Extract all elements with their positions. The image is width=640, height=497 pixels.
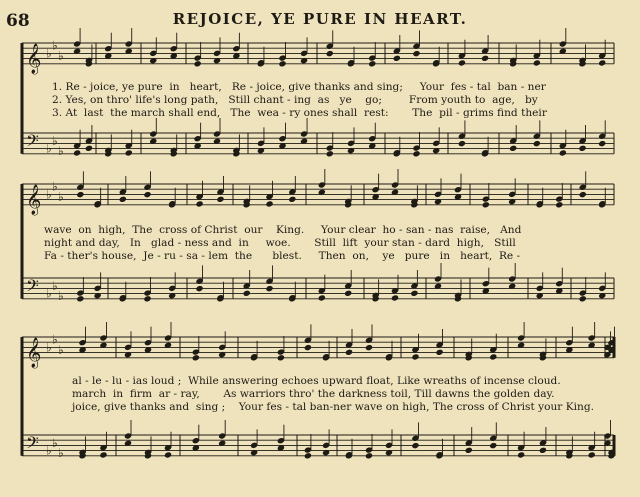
note-head bbox=[168, 292, 176, 299]
note-head bbox=[345, 349, 353, 356]
flat-icon: ♭ bbox=[58, 49, 64, 63]
note-head bbox=[539, 447, 547, 454]
note-head bbox=[555, 201, 563, 208]
flat-icon: ♭ bbox=[46, 286, 52, 301]
note-head bbox=[195, 285, 203, 292]
note-head bbox=[365, 344, 373, 351]
note-head bbox=[257, 147, 265, 154]
note-head bbox=[489, 353, 497, 360]
note-head bbox=[412, 150, 420, 157]
note-head bbox=[300, 57, 308, 64]
page-number: 68 bbox=[6, 11, 30, 31]
note-head bbox=[434, 198, 442, 205]
flat-icon: ♭ bbox=[58, 446, 64, 461]
flat-icon: ♭ bbox=[46, 443, 52, 458]
note-head bbox=[508, 198, 516, 205]
note-head bbox=[218, 351, 226, 358]
note-head bbox=[344, 290, 352, 297]
note-head bbox=[598, 292, 606, 299]
note-head bbox=[458, 140, 466, 147]
note-head bbox=[598, 59, 606, 66]
note-head bbox=[125, 149, 133, 156]
note-head bbox=[458, 59, 466, 66]
hymn-title: REJOICE, YE PURE IN HEART. bbox=[172, 10, 468, 28]
note-head bbox=[365, 452, 373, 459]
note-head bbox=[304, 452, 312, 459]
flat-icon: ♭ bbox=[52, 278, 58, 293]
note-head bbox=[588, 451, 596, 458]
treble-clef-icon: 𝄞 bbox=[26, 184, 42, 215]
bass-clef-icon: 𝄢 bbox=[26, 275, 39, 300]
treble-clef-icon: 𝄞 bbox=[26, 337, 42, 368]
note-head bbox=[278, 60, 286, 67]
note-head bbox=[195, 200, 203, 207]
note-head bbox=[192, 354, 200, 361]
note-head bbox=[149, 57, 157, 64]
note-head bbox=[509, 145, 517, 152]
note-head bbox=[536, 292, 544, 299]
note-head bbox=[243, 290, 251, 297]
note-head bbox=[124, 351, 132, 358]
note-head bbox=[579, 295, 587, 302]
flat-icon: ♭ bbox=[46, 141, 52, 156]
note-head bbox=[265, 200, 273, 207]
flat-icon: ♭ bbox=[52, 38, 58, 53]
note-head bbox=[265, 285, 273, 292]
note-head bbox=[559, 149, 567, 156]
treble-clef-icon: 𝄞 bbox=[26, 43, 42, 74]
note-head bbox=[213, 57, 221, 64]
note-head bbox=[435, 349, 443, 356]
note-head bbox=[393, 55, 401, 62]
note-head bbox=[326, 50, 334, 57]
note-head bbox=[432, 147, 440, 154]
note-head bbox=[326, 150, 334, 157]
note-head bbox=[277, 354, 285, 361]
note-head bbox=[322, 449, 330, 456]
flat-icon: ♭ bbox=[52, 133, 58, 148]
note-head bbox=[465, 447, 473, 454]
note-head bbox=[368, 60, 376, 67]
flat-icon: ♭ bbox=[52, 332, 58, 347]
flat-icon: ♭ bbox=[46, 187, 52, 202]
note-head bbox=[533, 140, 541, 147]
flat-icon: ♭ bbox=[46, 340, 52, 355]
note-head bbox=[76, 295, 84, 302]
flat-icon: ♭ bbox=[58, 190, 64, 204]
note-head bbox=[288, 196, 296, 203]
flat-icon: ♭ bbox=[58, 289, 64, 304]
note-head bbox=[76, 191, 84, 198]
note-head bbox=[304, 344, 312, 351]
lyric-line: al - le - lu - ias loud ; While answering echoes upward float, Like wreaths of incense cloud. bbox=[72, 375, 561, 387]
note-head bbox=[85, 145, 93, 152]
note-head bbox=[73, 149, 81, 156]
note-head bbox=[517, 451, 525, 458]
bass-clef-icon: 𝄢 bbox=[26, 432, 39, 457]
lyric-line: 1. Re - joice, ye pure in heart, Re - joice, give thanks and sing; Your fes - tal ban - ner bbox=[52, 81, 546, 93]
note-head bbox=[385, 449, 393, 456]
note-head bbox=[347, 147, 355, 154]
flat-icon: ♭ bbox=[58, 343, 64, 357]
note-head bbox=[143, 191, 151, 198]
note-head bbox=[412, 50, 420, 57]
flat-icon: ♭ bbox=[52, 435, 58, 450]
note-head bbox=[250, 449, 258, 456]
lyric-line: 2. Yes, on thro' life's long path, Still chant - ing as ye go; From youth to age, by bbox=[52, 94, 538, 106]
note-head bbox=[411, 442, 419, 449]
lyric-line: Fa - ther's house, Je - ru - sa - lem the blest. Then on, ye pure in heart, Re - bbox=[44, 250, 521, 262]
lyric-line: wave on high, The cross of Christ our King. Your clear ho - san - nas raise, And bbox=[44, 224, 522, 236]
note-head bbox=[579, 191, 587, 198]
flat-icon: ♭ bbox=[46, 46, 52, 61]
bass-clef-icon: 𝄢 bbox=[26, 130, 39, 155]
note-head bbox=[164, 451, 172, 458]
lyric-line: march in firm ar - ray, As warriors thro' the darkness toil, Till dawns the golden day. bbox=[72, 388, 555, 400]
note-head bbox=[119, 196, 127, 203]
note-head bbox=[216, 196, 224, 203]
note-head bbox=[99, 451, 107, 458]
note-head bbox=[194, 60, 202, 67]
lyric-line: joice, give thanks and sing ; Your fes - tal ban-ner wave on high, The cross of Christ your King. bbox=[72, 401, 594, 413]
note-head bbox=[391, 294, 399, 301]
flat-icon: ♭ bbox=[58, 144, 64, 159]
note-head bbox=[481, 55, 489, 62]
lyric-line: 3. At last the march shall end, The wea - ry ones shall rest: The pil - grims find their bbox=[52, 107, 547, 119]
note-head bbox=[489, 442, 497, 449]
note-head bbox=[482, 201, 490, 208]
lyric-line: night and day, In glad - ness and in woe. Still lift your stan - dard high, Still bbox=[44, 237, 516, 249]
note-head bbox=[410, 290, 418, 297]
note-head bbox=[598, 140, 606, 147]
note-head bbox=[94, 292, 102, 299]
flat-icon: ♭ bbox=[52, 179, 58, 194]
note-head bbox=[533, 59, 541, 66]
note-head bbox=[578, 145, 586, 152]
note-head bbox=[143, 295, 151, 302]
note-head bbox=[411, 353, 419, 360]
note-head bbox=[318, 294, 326, 301]
